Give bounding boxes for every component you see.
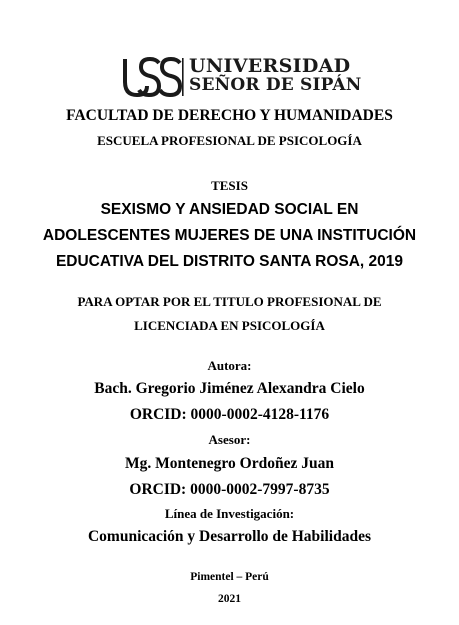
university-name-line2: SEÑOR DE SIPÁN bbox=[189, 75, 362, 95]
thesis-label: TESIS bbox=[211, 178, 248, 193]
university-logo bbox=[123, 55, 362, 98]
thesis-title-line-2: ADOLESCENTES MUJERES DE UNA INSTITUCIÓN bbox=[42, 227, 417, 244]
faculty-name: FACULTAD DE DERECHO Y HUMANIDADES bbox=[66, 107, 393, 124]
uss-monogram-icon bbox=[123, 56, 183, 98]
logo-divider bbox=[181, 56, 185, 98]
school-name: ESCUELA PROFESIONAL DE PSICOLOGÍA bbox=[97, 133, 362, 148]
location: Pimentel – Perú bbox=[190, 571, 269, 583]
advisor-orcid: ORCID: 0000-0002-7997-8735 bbox=[129, 481, 330, 498]
author-label: Autora: bbox=[207, 358, 252, 373]
thesis-title-line-3: EDUCATIVA DEL DISTRITO SANTA ROSA, 2019 bbox=[55, 253, 404, 270]
university-name-line1: UNIVERSIDAD bbox=[189, 55, 351, 77]
degree-line-2: LICENCIADA EN PSICOLOGÍA bbox=[134, 318, 325, 333]
university-name bbox=[189, 56, 362, 95]
advisor-label: Asesor: bbox=[208, 432, 251, 447]
author-name: Bach. Gregorio Jiménez Alexandra Cielo bbox=[94, 380, 365, 397]
thesis-title-line-1: SEXISMO Y ANSIEDAD SOCIAL EN bbox=[100, 201, 359, 218]
author-orcid: ORCID: 0000-0002-4128-1176 bbox=[129, 406, 330, 423]
degree-line-1: PARA OPTAR POR EL TITULO PROFESIONAL DE bbox=[77, 294, 382, 309]
research-line-value: Comunicación y Desarrollo de Habilidades bbox=[87, 528, 372, 545]
research-line-label: Línea de Investigación: bbox=[164, 506, 295, 521]
advisor-name: Mg. Montenegro Ordoñez Juan bbox=[125, 455, 334, 472]
year: 2021 bbox=[218, 593, 241, 605]
